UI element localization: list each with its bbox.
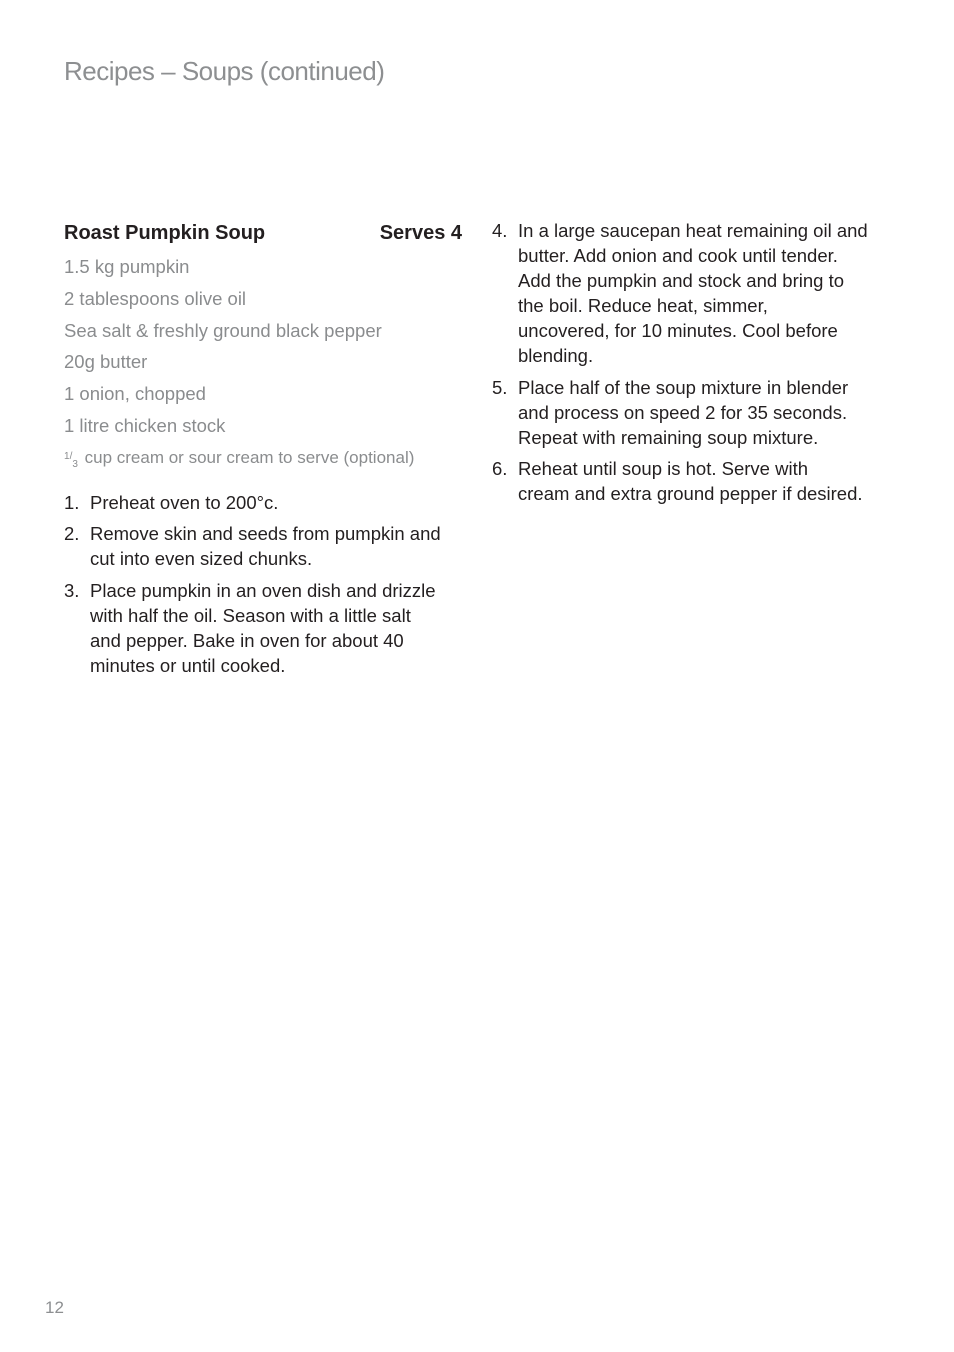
step-number: 4. [492,220,508,241]
ingredient-item: Sea salt & freshly ground black pepper [64,319,382,341]
fraction-numerator: 1 [64,450,70,462]
fraction-denominator: 3 [72,458,78,470]
page-number: 12 [45,1298,64,1317]
ingredient-item: 1.5 kg pumpkin [64,256,190,277]
step-text: In a large saucepan heat remaining oil and butter. Add onion and cook until tender. Add the pumpkin and stock and bring to the boil. Reduce heat, simmer, uncovered, for 10 minutes. Cool before blending. [518,220,868,366]
method-step [64,521,462,571]
recipe-serves: Serves 4 [379,222,462,244]
page-title: Recipes – Soups (continued) [64,56,385,86]
step-text: Place half of the soup mixture in blender and process on speed 2 for 35 seconds. Repeat with remaining soup mixture. [518,376,849,448]
recipe-header [64,218,462,248]
step-number: 6. [492,458,508,479]
method-step [64,490,462,515]
ingredient-item: 1 litre chicken stock [64,414,226,436]
method-step [64,578,462,678]
cream-ingredient-text: cup cream or sour cream to serve (optional) [84,447,415,467]
ingredient-item-cream [64,445,462,470]
fraction-one-third [64,450,78,470]
ingredient-item: 1 onion, chopped [64,383,206,405]
step-number: 3. [64,579,80,601]
method-step [492,456,902,506]
method-step [492,375,902,450]
step-number: 5. [492,376,508,398]
ingredient-item: 2 tablespoons olive oil [64,287,247,309]
ingredients-list [64,254,462,470]
step-text: Preheat oven to 200°c. [90,491,279,513]
step-text: Reheat until soup is hot. Serve with cream and extra ground pepper if desired. [518,458,863,504]
step-text: Remove skin and seeds from pumpkin and cut into even sized chunks. [90,523,441,570]
method-steps-left [64,490,462,678]
step-number: 2. [64,523,80,545]
ingredient-item: 20g butter [64,351,148,373]
recipe-name: Roast Pumpkin Soup [64,222,266,244]
right-column [492,218,902,513]
method-steps-right [492,218,902,506]
fraction-separator: / [69,450,73,462]
step-number: 1. [64,491,80,513]
left-column [64,218,462,684]
step-text: Place pumpkin in an oven dish and drizzle with half the oil. Season with a little salt and pepper. Bake in oven for about 40 minutes or until cooked. [90,579,436,676]
method-step [492,218,902,368]
